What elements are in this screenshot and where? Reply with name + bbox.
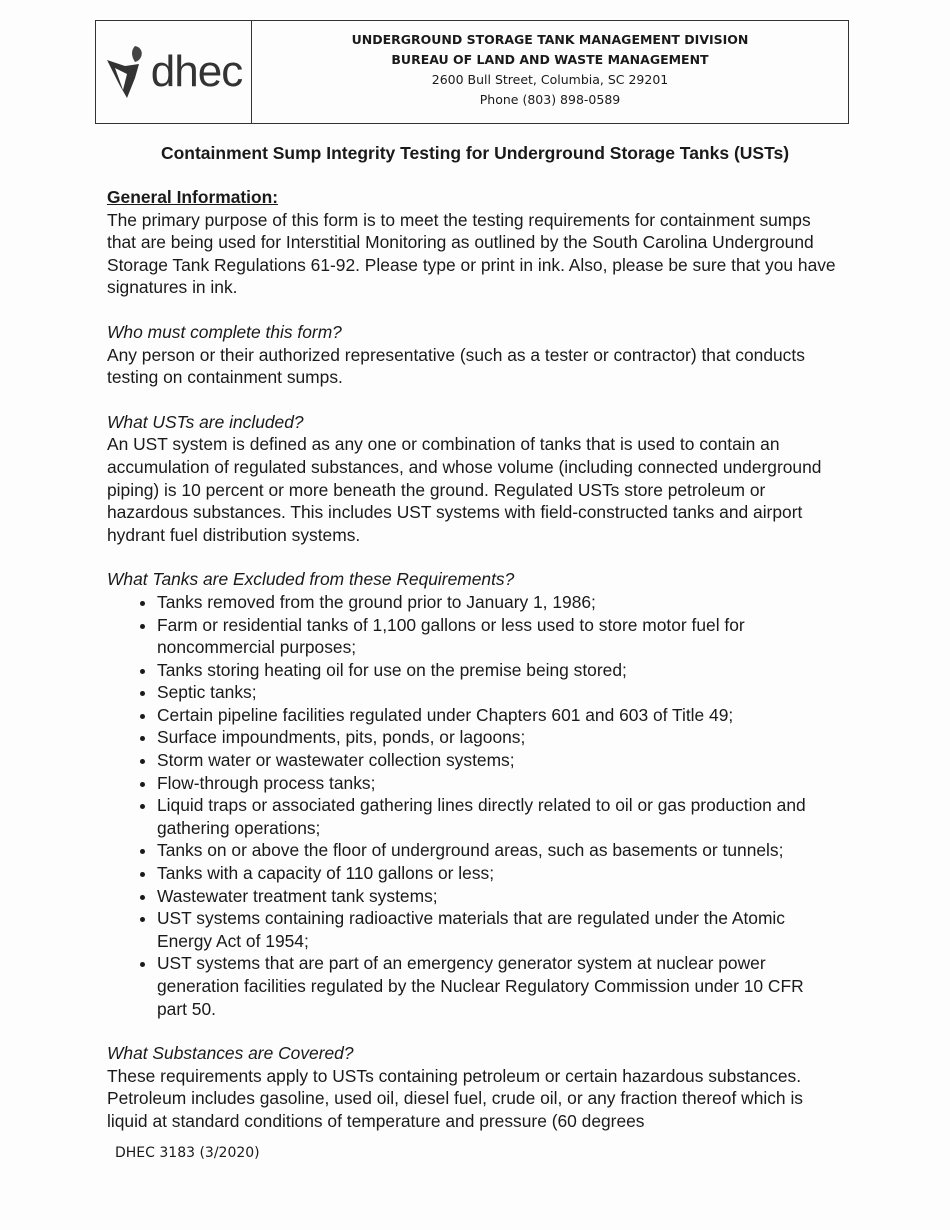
list-item: • Storm water or wastewater collection systems;: [157, 749, 837, 772]
list-item: • UST systems that are part of an emergency generator system at nuclear power generation facilities regulated by the Nuclear Regulatory Commission under 10 CFR part 50.: [157, 952, 837, 1020]
list-item: • Tanks with a capacity of 110 gallons or less;: [157, 862, 837, 885]
list-item: • Certain pipeline facilities regulated under Chapters 601 and 603 of Title 49;: [157, 704, 837, 727]
list-item: • Tanks removed from the ground prior to January 1, 1986;: [157, 591, 837, 614]
list-item: • Tanks on or above the floor of underground areas, such as basements or tunnels;: [157, 839, 837, 862]
phone: Phone (803) 898-0589: [479, 92, 621, 107]
exclusion-list: [107, 591, 837, 1020]
letterhead: [95, 20, 849, 124]
section-heading: What USTs are included?: [107, 411, 304, 432]
document-title: Containment Sump Integrity Testing for Underground Storage Tanks (USTs): [160, 143, 790, 163]
section-heading: General Information:: [107, 187, 279, 207]
list-item: • Septic tanks;: [157, 681, 837, 704]
section-heading: What Tanks are Excluded from these Requirements?: [107, 569, 515, 590]
dhec-logo: [96, 21, 252, 123]
list-item: • Surface impoundments, pits, ponds, or lagoons;: [157, 726, 837, 749]
palmetto-leaf-icon: [105, 44, 149, 100]
agency-info: [252, 21, 848, 123]
logo-text: dhec: [150, 47, 243, 96]
bureau-name: BUREAU OF LAND AND WASTE MANAGEMENT: [391, 52, 709, 67]
section-text: An UST system is defined as any one or combination of tanks that is used to contain an accumulation of regulated substances, and whose volume (including connected underground piping) is 10 percent or more beneath the ground. Regulated USTs store petroleum or hazardous substances. This includes UST systems with field-constructed tanks and airport hydrant fuel distribution systems.: [107, 434, 822, 545]
list-item: • Tanks storing heating oil for use on the premise being stored;: [157, 659, 837, 682]
division-name: UNDERGROUND STORAGE TANK MANAGEMENT DIVISION: [351, 32, 749, 47]
section-text: These requirements apply to USTs containing petroleum or certain hazardous substances. Petroleum includes gasoline, used oil, diesel fuel, crude oil, or any fraction thereof which is liquid at standard conditions of temperature and pressure (60 degrees: [107, 1065, 803, 1131]
section-heading: Who must complete this form?: [107, 321, 342, 342]
list-item: • Liquid traps or associated gathering lines directly related to oil or gas production and gathering operations;: [157, 794, 837, 839]
section-text: Any person or their authorized representative (such as a tester or contractor) that conducts testing on containment sumps.: [107, 344, 805, 388]
address: 2600 Bull Street, Columbia, SC 29201: [431, 72, 669, 87]
section-text: The primary purpose of this form is to meet the testing requirements for containment sumps that are being used for Interstitial Monitoring as outlined by the South Carolina Underground Storage Tank Regulations 61-92. Please type or print in ink. Also, please be sure that you have signatures in ink.: [107, 209, 836, 298]
list-item: • Wastewater treatment tank systems;: [157, 885, 837, 908]
list-item: • UST systems containing radioactive materials that are regulated under the Atomic Energy Act of 1954;: [157, 907, 837, 952]
section-heading: What Substances are Covered?: [107, 1043, 354, 1064]
list-item: • Flow-through process tanks;: [157, 772, 837, 795]
list-item: • Farm or residential tanks of 1,100 gallons or less used to store motor fuel for noncommercial purposes;: [157, 614, 837, 659]
form-number: DHEC 3183 (3/2020): [115, 1145, 260, 1161]
document-body: [107, 186, 837, 1155]
